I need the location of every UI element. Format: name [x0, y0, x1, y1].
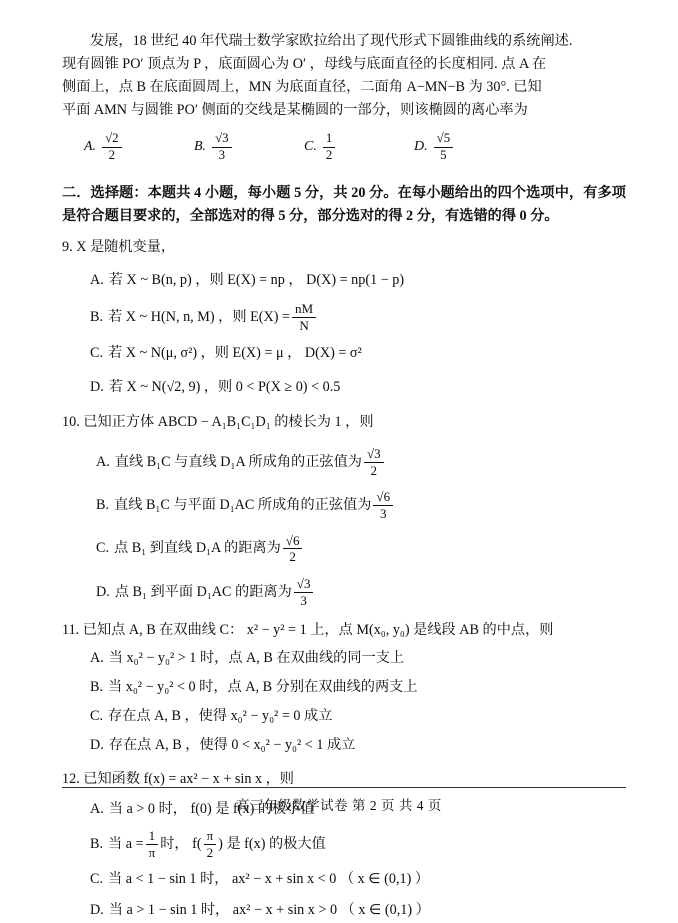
- choice-label: B.: [90, 835, 104, 852]
- fraction: [283, 534, 303, 564]
- question-number: 10.: [62, 414, 80, 431]
- fraction-numerator: 1: [323, 132, 335, 148]
- choice-text: 直线 B₁C 与平面 D₁AC 所成角的正弦值为: [114, 497, 372, 514]
- choice-text: 存在点 A, B ，使得 x₀² − y₀² = 0 成立: [108, 707, 333, 724]
- fraction-numerator: √6: [373, 490, 393, 506]
- fraction: [434, 132, 454, 162]
- question-number: 12.: [62, 770, 80, 787]
- choice-b[interactable]: [62, 302, 626, 332]
- choice-label: C.: [90, 870, 104, 887]
- question-11-choices: [62, 646, 626, 757]
- fraction: [212, 132, 232, 162]
- fraction-denominator: 3: [380, 505, 387, 521]
- fraction-denominator: 2: [325, 147, 333, 162]
- fraction: [364, 447, 384, 477]
- fraction: [294, 577, 314, 607]
- question-number: 11.: [62, 622, 80, 639]
- intro-line-4: 平面 AMN 与圆锥 PO′ 侧面的交线是某椭圆的一部分，则该椭圆的离心率为: [62, 102, 528, 118]
- fraction-numerator: √3: [364, 447, 384, 463]
- choice-text: 若 X ~ N(μ, σ²) ，则 E(X) = μ ， D(X) = σ²: [108, 345, 362, 362]
- intro-option-c[interactable]: [304, 132, 414, 162]
- question-stem: [62, 411, 626, 434]
- fraction-denominator: 2: [370, 462, 378, 478]
- choice-a[interactable]: [62, 646, 626, 671]
- intro-line-2: 现有圆锥 PO′ 顶点为 P ，底面圆心为 O′ ，母线与底面直径的长度相同. 点 A 在: [62, 56, 547, 72]
- choice-d[interactable]: [62, 733, 626, 758]
- choice-text: 当 x₀² − y₀² < 0 时，点 A, B 分别在双曲线的两支上: [108, 679, 418, 696]
- fraction-numerator: 1: [146, 829, 159, 845]
- choice-text: 点 B₁ 到直线 D₁A 的距离为: [114, 540, 281, 557]
- intro-option-a[interactable]: [84, 132, 194, 162]
- choice-label: D.: [90, 902, 104, 919]
- fraction-numerator: √6: [283, 534, 303, 550]
- section-heading: 二．选择题：本题共 4 小题，每小题 5 分，共 20 分。在每小题给出的四个选项中，有多项是符合题目要求的，全部选对的得 5 分，部分选对的得 2 分，有选错的得 0 分。: [62, 185, 626, 224]
- fraction-2: [204, 829, 217, 859]
- question-12-choices: [62, 797, 626, 923]
- choice-text-2: 时， f(: [160, 835, 202, 852]
- question-text: 已知点 A, B 在双曲线 C： x² − y² = 1 上，点 M(x₀, y₀) 是线段 AB 的中点，则: [82, 622, 554, 639]
- question-text: 已知函数 f(x) = ax² − x + sin x ，则: [83, 770, 294, 787]
- fraction: [323, 132, 335, 162]
- choice-label: C.: [90, 345, 104, 362]
- intro-options-row: [62, 132, 626, 162]
- page-footer: 高三年级数学试卷 第 2 页 共 4 页: [236, 798, 442, 813]
- question-9-choices: [62, 268, 626, 400]
- question-text: 已知正方体 ABCD − A₁B₁C₁D₁ 的棱长为 1 ，则: [83, 414, 374, 431]
- question-9: [62, 236, 626, 259]
- choice-c[interactable]: [62, 534, 626, 564]
- choice-b[interactable]: [62, 490, 626, 520]
- choice-text: 若 X ~ H(N, n, M) ，则 E(X) =: [108, 308, 290, 325]
- fraction: [146, 829, 159, 859]
- question-10-choices: [62, 447, 626, 608]
- choice-b[interactable]: [62, 829, 626, 859]
- choice-text: 当 a =: [108, 835, 144, 852]
- choice-label: A.: [90, 272, 104, 289]
- fraction-numerator: nM: [292, 302, 316, 318]
- choice-label: D.: [90, 379, 104, 396]
- fraction-denominator: 2: [289, 549, 296, 565]
- question-stem: [62, 619, 626, 642]
- choice-b[interactable]: [62, 675, 626, 700]
- choice-label: D.: [96, 583, 110, 600]
- choice-c[interactable]: [62, 704, 626, 729]
- choice-label: B.: [90, 679, 104, 696]
- choice-text: 点 B₁ 到平面 D₁AC 的距离为: [114, 583, 292, 600]
- choice-label: B.: [96, 497, 110, 514]
- fraction-denominator: N: [299, 317, 309, 333]
- fraction-denominator: 3: [218, 147, 226, 162]
- fraction-denominator: 3: [300, 592, 307, 608]
- choice-text: 当 a > 1 − sin 1 时， ax² − x + sin x > 0 （ x ∈ (0,1) ）: [108, 902, 430, 919]
- choice-label: B.: [90, 308, 104, 325]
- choice-d[interactable]: [62, 375, 626, 400]
- fraction-numerator: √3: [294, 577, 314, 593]
- choice-d[interactable]: [62, 898, 626, 923]
- intro-line-1: 发展，18 世纪 40 年代瑞士数学家欧拉给出了现代形式下圆锥曲线的系统阐述.: [90, 33, 573, 49]
- option-label: B.: [194, 139, 207, 155]
- fraction-numerator: √5: [434, 132, 454, 148]
- choice-text: 当 x₀² − y₀² > 1 时，点 A, B 在双曲线的同一支上: [108, 650, 405, 667]
- fraction-numerator: √3: [212, 132, 232, 148]
- fraction-denominator: π: [148, 844, 156, 860]
- fraction: [292, 302, 316, 332]
- fraction-denominator: 2: [206, 844, 214, 860]
- choice-label: A.: [90, 801, 104, 818]
- question-11: [62, 619, 626, 642]
- choice-text: 存在点 A, B ，使得 0 < x₀² − y₀² < 1 成立: [108, 736, 356, 753]
- choice-label: C.: [96, 540, 110, 557]
- choice-d[interactable]: [62, 577, 626, 607]
- fraction-numerator: π: [204, 829, 217, 845]
- choice-label: A.: [90, 650, 104, 667]
- choice-c[interactable]: [62, 867, 626, 892]
- fraction-denominator: 5: [440, 147, 447, 162]
- choice-label: A.: [96, 453, 110, 470]
- choice-a[interactable]: [62, 268, 626, 293]
- choice-text: 若 X ~ B(n, p) ，则 E(X) = np ， D(X) = np(1 − p): [108, 272, 405, 289]
- fraction-denominator: 2: [108, 147, 116, 162]
- fraction: [102, 132, 122, 162]
- question-text: X 是随机变量，: [76, 239, 176, 256]
- question-number: 9.: [62, 239, 73, 256]
- fraction-numerator: √2: [102, 132, 122, 148]
- footer-divider: [62, 787, 626, 788]
- option-label: A.: [84, 139, 97, 155]
- choice-c[interactable]: [62, 341, 626, 366]
- option-label: D.: [414, 139, 428, 155]
- choice-text: 当 a < 1 − sin 1 时， ax² − x + sin x < 0 （ x ∈ (0,1) ）: [108, 870, 430, 887]
- intro-option-b[interactable]: [194, 132, 304, 162]
- intro-option-d[interactable]: [414, 132, 524, 162]
- choice-label: D.: [90, 736, 104, 753]
- choice-text-3: ) 是 f(x) 的极大值: [218, 835, 326, 852]
- question-stem: [62, 236, 626, 259]
- choice-text: 当 a > 0 时， f(0) 是 f(x) 的极小值: [108, 801, 315, 818]
- choice-a[interactable]: [62, 447, 626, 477]
- choice-text: 若 X ~ N(√2, 9) ，则 0 < P(X ≥ 0) < 0.5: [108, 379, 341, 396]
- choice-label: C.: [90, 707, 104, 724]
- fraction: [373, 490, 393, 520]
- question-10: [62, 411, 626, 434]
- choice-text: 直线 B₁C 与直线 D₁A 所成角的正弦值为: [114, 453, 362, 470]
- option-label: C.: [304, 139, 317, 155]
- intro-line-3: 侧面上，点 B 在底面圆周上，MN 为底面直径，二面角 A−MN−B 为 30°. 已知: [62, 79, 542, 95]
- intro-paragraph: [62, 30, 626, 122]
